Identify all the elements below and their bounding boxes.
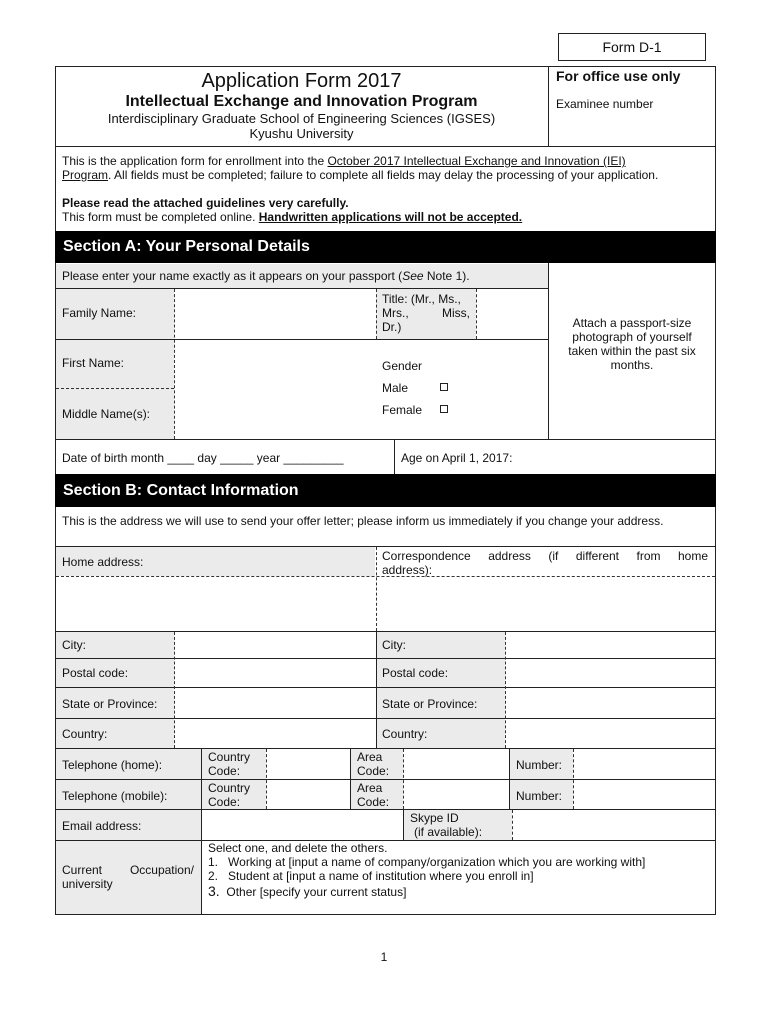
skype-label1: Skype ID [410,811,459,825]
line-a1 [55,288,548,289]
examinee-number-field[interactable] [556,112,708,140]
area-value-divider [403,749,404,809]
line-a4 [55,439,716,440]
intro-text: This is the application form for enrollment into the [62,154,328,168]
corr-address-input[interactable] [378,578,714,630]
tel-home-country-code-input[interactable] [268,750,349,778]
female-checkbox[interactable] [440,405,448,413]
corr-city-label: City: [382,638,406,652]
tel-home-number-label: Number: [516,758,563,772]
first-name-input[interactable] [176,341,374,388]
tel-mobile-area-label2: Code: [357,795,390,809]
title-input[interactable] [478,290,546,337]
form-title: Application Form 2017 [201,70,402,92]
option-3-text: Other [specify your current status] [226,885,407,899]
skype-divider [403,810,404,840]
section-b-title: Section B: Contact Information [63,482,299,499]
tel-home-area-label1: Area [357,750,383,764]
first-name-label: First Name: [62,356,125,370]
skype-label2: (if available): [414,825,483,839]
tel-home-cc-label2: Code: [208,764,241,778]
date-of-birth-field[interactable]: Date of birth month ____ day _____ year _________ [62,451,344,465]
tel-home-area-code-input[interactable] [405,750,508,778]
skype-input[interactable] [514,811,714,839]
title-label-line2 [382,306,470,320]
title-label-line3: Dr.) [382,320,402,334]
gender-label: Gender [382,359,423,373]
intro-text-cont: . All fields must be completed; failure to complete all fields may delay the processing of your application. [108,168,659,182]
area-divider [350,749,351,809]
header-divider [548,66,549,146]
line-b4 [55,658,716,659]
female-label: Female [382,403,423,417]
home-city-input[interactable] [176,633,374,657]
tel-mobile-cc-label1: Country [208,781,251,795]
number-divider [509,749,510,809]
occupation-option-1 [208,855,645,869]
cc-divider [266,749,267,809]
examinee-number-label: Examinee number [556,97,654,111]
occupation-option-2 [208,869,534,883]
line-b2 [56,576,715,577]
section-a-title: Section A: Your Personal Details [63,238,310,255]
email-label: Email address: [62,819,142,833]
address-divider [376,547,377,631]
line-a3 [56,388,174,389]
mrs: Mrs., [382,306,409,320]
section-a-header [55,231,716,263]
home-col-divider [174,632,175,748]
line-a2 [55,339,548,340]
skype-value-divider [512,810,513,840]
passport-note-text: Please enter your name exactly as it appears on your passport ( [62,269,403,283]
line-b6 [55,718,716,719]
home-state-label: State or Province: [62,697,158,711]
tel-mobile-cc-label2: Code: [208,795,241,809]
corr-country-input[interactable] [507,720,714,747]
email-input[interactable] [203,811,402,839]
tel-mobile-label: Telephone (mobile): [62,789,168,803]
male-checkbox[interactable] [440,383,448,391]
corr-col-divider [505,632,506,748]
guidelines-note: Please read the attached guidelines very carefully. [62,196,349,210]
title-label-line1: Title: (Mr., Ms., [382,292,461,306]
home-city-label: City: [62,638,86,652]
home-state-input[interactable] [176,689,374,717]
tel-home-number-input[interactable] [575,750,714,778]
family-name-label: Family Name: [62,306,137,320]
dob-divider [394,440,395,474]
header-bottom-line [55,146,716,147]
tel-mobile-number-label: Number: [516,789,563,803]
middle-name-label: Middle Name(s): [62,407,151,421]
office-use-label: For office use only [556,68,681,84]
age-input[interactable] [522,443,712,471]
school-name: Interdisciplinary Graduate School of Engineering Sciences (IGSES) [107,111,496,126]
online-note: This form must be completed online. [62,210,259,224]
name-col-divider [174,289,175,439]
tel-mobile-number-input[interactable] [575,781,714,808]
occupation-word: Occupation/ [129,863,194,877]
passport-note [62,269,470,283]
miss: Miss, [442,306,470,320]
age-label: Age on April 1, 2017: [401,451,513,465]
home-country-input[interactable] [176,720,374,747]
form-id-box [558,33,706,61]
tel-home-cc-label1: Country [208,750,251,764]
occupation-label-line1 [62,863,194,877]
tel-mobile-area-label1: Area [357,781,383,795]
occupation-input[interactable] [203,842,714,913]
note-ref: Note 1). [423,269,470,283]
option-1-number: 1. [208,855,219,869]
corr-state-label: State or Province: [382,697,478,711]
occupation-current: Current [62,863,103,877]
online-note-line [62,210,522,224]
family-name-input[interactable] [176,290,374,337]
address-note: This is the address we will use to send your offer letter; please inform us immediately if you change your address. [62,514,664,528]
university-name: Kyushu University [249,126,354,141]
home-postal-input[interactable] [176,660,374,686]
home-country-label: Country: [62,727,108,741]
option-2-text: Student at [input a name of institution where you enroll in] [228,869,534,883]
title-col-divider [376,289,377,339]
line-b3 [55,631,716,632]
program-link: October 2017 Intellectual Exchange and Innovation (IEI) [327,154,626,168]
male-label: Male [382,381,409,395]
page-number: 1 [380,950,388,964]
home-address-input[interactable] [57,578,374,630]
corr-state-input[interactable] [507,689,714,717]
line-b5 [55,687,716,688]
tel-mobile-country-code-input[interactable] [268,781,349,808]
handwritten-note: Handwritten applications will not be accepted. [258,210,523,224]
photo-area[interactable] [550,265,714,437]
occupation-option-3 [208,884,406,899]
mid-divider [376,632,377,748]
form-id: Form D-1 [602,39,662,55]
tel-home-label: Telephone (home): [62,758,163,772]
photo-instruction: Attach a passport-size photograph of yourself taken within the past six months. [568,316,696,372]
corr-address-line1: Correspondence address (if different from home [382,549,708,563]
option-3-number: 3. [208,883,220,899]
corr-postal-label: Postal code: [382,666,449,680]
line-b8 [55,779,716,780]
title-value-divider [476,289,477,339]
corr-country-label: Country: [382,727,428,741]
see-text: See [402,269,424,283]
home-address-label: Home address: [62,555,144,569]
intro-line-1 [62,154,626,168]
tel-home-area-label2: Code: [357,764,390,778]
tel-divider [201,749,202,914]
option-2-number: 2. [208,869,219,883]
program-link-cont: Program [62,168,109,182]
occupation-label-line2: university [62,877,113,891]
select-note: Select one, and delete the others. [208,841,388,855]
corr-postal-input[interactable] [507,660,714,686]
program-name: Intellectual Exchange and Innovation Program [125,93,478,110]
corr-city-input[interactable] [507,633,714,657]
corr-address-line2: address): [382,563,433,577]
option-1-text: Working at [input a name of company/organization which you are working with] [228,855,646,869]
number-value-divider [573,749,574,809]
middle-name-input[interactable] [176,390,374,437]
home-postal-label: Postal code: [62,666,129,680]
tel-mobile-area-code-input[interactable] [405,781,508,808]
section-b-header [55,474,716,507]
photo-divider [548,263,549,440]
intro-line-2 [62,168,658,182]
